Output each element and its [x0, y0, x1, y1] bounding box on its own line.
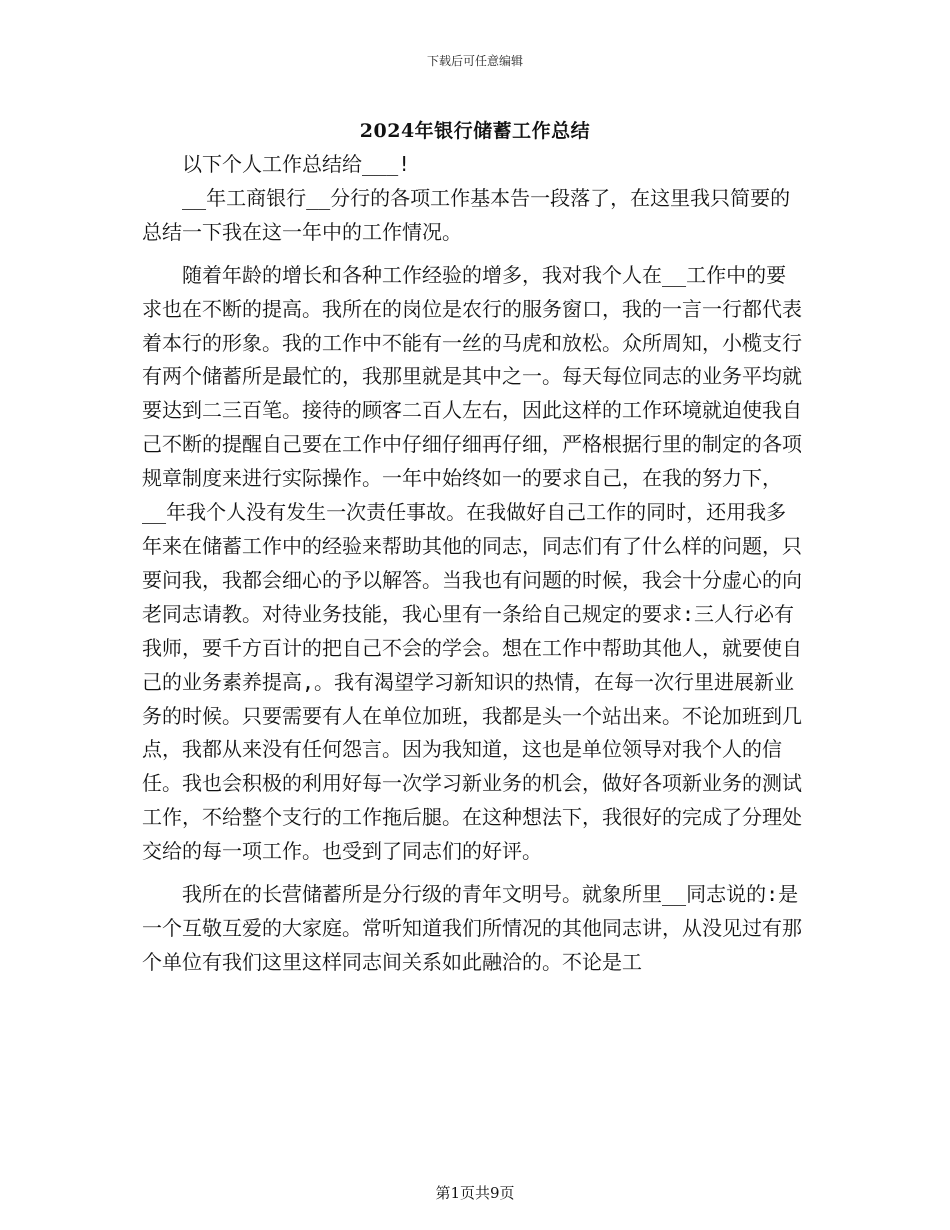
page-footer-number: 第1页共9页 [435, 1184, 515, 1202]
page-header-note: 下载后可任意编辑 [426, 54, 523, 68]
paragraph-team: 我所在的长营储蓄所是分行级的青年文明号。就象所里__同志说的:是一个互敬互爱的大家庭。常听知道我们所情况的其他同志讲，从没见过有那个单位有我们这里这样同志间关系如此融洽的。不论是工 [142, 882, 802, 974]
paragraph-work-details: 随着年龄的增长和各种工作经验的增多，我对我个人在__工作中的要求也在不断的提高。我所在的岗位是农行的服务窗口，我的一言一行都代表着本行的形象。我的工作中不能有一丝的马虎和放松。众所周知，小榄支行有两个储蓄所是最忙的，我那里就是其中之一。每天每位同志的业务平均就要达到二三百笔。接待的顾客二百人左右，因此这样的工作环境就迫使我自己不断的提醒自己要在工作中仔细仔细再仔细，严格根据行里的制定的各项规章制度来进行实际操作。一年中始终如一的要求自己，在我的努力下，__年我个人没有发生一次责任事故。在我做好自己工作的同时，还用我多年来在储蓄工作中的经验来帮助其他的同志，同志们有了什么样的问题，只要问我，我都会细心的予以解答。当我也有问题的时候，我会十分虚心的向老同志请教。对待业务技能，我心里有一条给自己规定的要求:三人行必有我师，要千方百计的把自己不会的学会。想在工作中帮助其他人，就要使自己的业务素养提高,。我有渴望学习新知识的热情，在每一次行里进展新业务的时候。只要需要有人在单位加班，我都是头一个站出来。不论加班到几点，我都从来没有任何怨言。因为我知道，这也是单位领导对我个人的信任。我也会积极的利用好每一次学习新业务的机会，做好各项新业务的测试工作，不给整个支行的工作拖后腿。在这种想法下，我很好的完成了分理处交给的每一项工作。也受到了同志们的好评。 [142, 262, 802, 864]
document-title: 2024年银行储蓄工作总结 [359, 120, 591, 142]
paragraph-summary: __年工商银行__分行的各项工作基本告一段落了，在这里我只简要的总结一下我在这一年中的工作情况。 [142, 185, 791, 244]
document-body [142, 148, 802, 980]
paragraph-intro: 以下个人工作总结给___! [182, 152, 411, 176]
